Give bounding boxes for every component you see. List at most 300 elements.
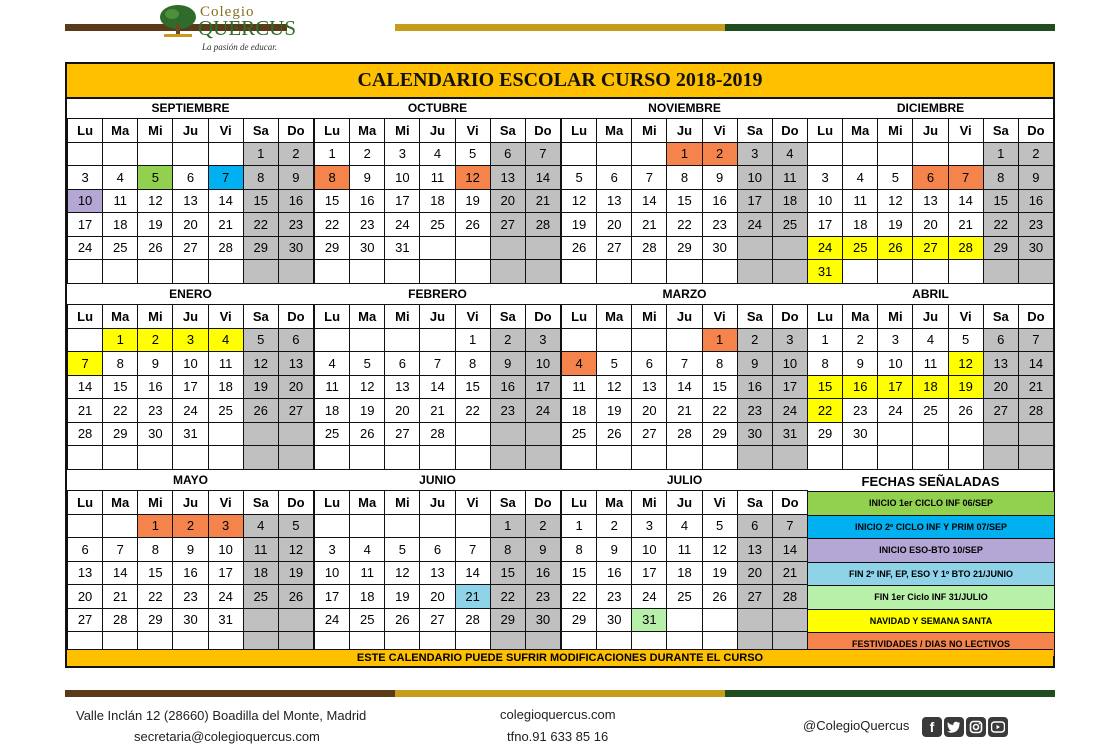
day-cell: 14 <box>667 375 702 399</box>
weekday-header: Mi <box>385 305 420 329</box>
weekday-header: Lu <box>315 119 350 143</box>
instagram-icon[interactable] <box>966 717 986 737</box>
weekday-header: Do <box>1018 305 1053 329</box>
week-row <box>68 260 314 284</box>
weekday-header: Ju <box>173 119 208 143</box>
day-cell: 24 <box>315 608 350 632</box>
day-cell: 9 <box>702 166 737 190</box>
day-cell: 1 <box>983 142 1018 166</box>
legend-item: INICIO 2º CICLO INF Y PRIM 07/SEP <box>807 516 1054 540</box>
weekday-header: Ju <box>420 305 455 329</box>
day-cell <box>667 260 702 284</box>
day-cell: 24 <box>878 399 913 423</box>
twitter-icon[interactable] <box>944 717 964 737</box>
weekday-header-row <box>68 491 314 515</box>
month-septiembre <box>67 99 314 284</box>
week-row <box>315 446 561 470</box>
day-cell: 3 <box>737 142 772 166</box>
week-row <box>808 446 1054 470</box>
day-cell <box>808 446 843 470</box>
day-cell: 24 <box>68 236 103 260</box>
day-cell: 24 <box>808 236 843 260</box>
weekday-header: Vi <box>208 119 243 143</box>
day-cell: 23 <box>1018 213 1053 237</box>
day-cell <box>455 446 490 470</box>
day-cell: 10 <box>808 189 843 213</box>
day-cell: 6 <box>173 166 208 190</box>
week-row <box>808 260 1054 284</box>
day-cell <box>597 260 632 284</box>
day-cell <box>525 236 560 260</box>
day-cell: 4 <box>243 514 278 538</box>
day-cell: 19 <box>455 189 490 213</box>
legend-items <box>807 492 1054 657</box>
month-mayo <box>67 471 314 656</box>
day-cell: 30 <box>138 422 173 446</box>
day-cell: 27 <box>737 585 772 609</box>
day-cell <box>525 422 560 446</box>
day-cell: 27 <box>983 399 1018 423</box>
month-octubre <box>314 99 561 284</box>
footer-website[interactable]: colegioquercus.com <box>500 707 616 722</box>
week-row <box>562 446 808 470</box>
oak-tree-icon <box>158 4 198 38</box>
week-row <box>315 538 561 562</box>
day-cell <box>597 142 632 166</box>
day-cell: 24 <box>772 399 807 423</box>
day-cell <box>632 260 667 284</box>
day-cell: 15 <box>702 375 737 399</box>
day-cell: 3 <box>385 142 420 166</box>
week-row <box>315 328 561 352</box>
day-cell: 19 <box>350 399 385 423</box>
day-cell: 8 <box>103 352 138 376</box>
day-cell: 18 <box>420 189 455 213</box>
week-row <box>68 142 314 166</box>
day-cell: 10 <box>208 538 243 562</box>
day-cell: 3 <box>68 166 103 190</box>
day-cell: 21 <box>1018 375 1053 399</box>
day-cell: 2 <box>138 328 173 352</box>
day-cell: 16 <box>702 189 737 213</box>
day-cell: 20 <box>913 213 948 237</box>
day-cell: 14 <box>525 166 560 190</box>
youtube-icon[interactable] <box>988 717 1008 737</box>
weekday-header: Lu <box>68 491 103 515</box>
logo-slogan: La pasión de educar. <box>202 42 277 52</box>
day-cell: 1 <box>138 514 173 538</box>
day-cell: 8 <box>315 166 350 190</box>
day-cell: 21 <box>420 399 455 423</box>
day-cell: 23 <box>737 399 772 423</box>
day-cell: 28 <box>667 422 702 446</box>
day-cell: 8 <box>562 538 597 562</box>
day-cell: 14 <box>455 561 490 585</box>
day-cell: 8 <box>490 538 525 562</box>
day-cell <box>350 260 385 284</box>
day-cell: 26 <box>948 399 983 423</box>
day-cell: 26 <box>455 213 490 237</box>
week-row <box>562 399 808 423</box>
weekday-header: Mi <box>878 305 913 329</box>
day-cell: 31 <box>772 422 807 446</box>
day-cell <box>667 608 702 632</box>
day-cell: 19 <box>385 585 420 609</box>
day-cell: 9 <box>138 352 173 376</box>
day-cell: 7 <box>632 166 667 190</box>
footer-phone: tfno.91 633 85 16 <box>507 729 609 744</box>
day-cell <box>68 514 103 538</box>
day-cell <box>702 446 737 470</box>
day-cell <box>278 422 313 446</box>
day-cell <box>68 446 103 470</box>
day-cell <box>455 260 490 284</box>
weekday-header: Sa <box>490 305 525 329</box>
day-cell: 11 <box>772 166 807 190</box>
day-cell: 23 <box>843 399 878 423</box>
legend-item: NAVIDAD Y SEMANA SANTA <box>807 610 1054 634</box>
day-cell: 6 <box>913 166 948 190</box>
day-cell: 2 <box>525 514 560 538</box>
weekday-header: Do <box>772 491 807 515</box>
day-cell: 4 <box>913 328 948 352</box>
day-cell: 7 <box>948 166 983 190</box>
week-row <box>562 142 808 166</box>
week-row <box>562 352 808 376</box>
day-cell: 16 <box>597 561 632 585</box>
weekday-header: Vi <box>208 491 243 515</box>
day-cell: 2 <box>278 142 313 166</box>
week-row <box>315 189 561 213</box>
weekday-header-row <box>315 305 561 329</box>
day-cell: 5 <box>385 538 420 562</box>
day-cell: 12 <box>702 538 737 562</box>
week-row <box>315 422 561 446</box>
day-cell: 18 <box>103 213 138 237</box>
day-cell <box>385 260 420 284</box>
day-cell: 27 <box>632 422 667 446</box>
day-cell <box>1018 446 1053 470</box>
month-table <box>314 118 561 284</box>
day-cell: 6 <box>632 352 667 376</box>
day-cell <box>772 260 807 284</box>
day-cell <box>420 514 455 538</box>
day-cell: 19 <box>562 213 597 237</box>
day-cell: 26 <box>702 585 737 609</box>
day-cell <box>562 142 597 166</box>
month-name: OCTUBRE <box>407 101 468 115</box>
day-cell <box>878 446 913 470</box>
day-cell: 17 <box>525 375 560 399</box>
day-cell: 8 <box>138 538 173 562</box>
day-cell: 26 <box>385 608 420 632</box>
day-cell: 29 <box>103 422 138 446</box>
day-cell: 26 <box>350 422 385 446</box>
week-row <box>315 561 561 585</box>
week-row <box>68 375 314 399</box>
day-cell: 9 <box>1018 166 1053 190</box>
week-row <box>68 399 314 423</box>
day-cell <box>455 236 490 260</box>
day-cell: 23 <box>490 399 525 423</box>
day-cell: 3 <box>208 514 243 538</box>
month-table <box>807 118 1054 284</box>
day-cell <box>243 422 278 446</box>
weekday-header: Do <box>772 305 807 329</box>
weekday-header: Ma <box>103 119 138 143</box>
day-cell <box>878 142 913 166</box>
month-table <box>67 118 314 284</box>
month-table <box>67 490 314 656</box>
week-row <box>68 166 314 190</box>
bottom-stripe <box>65 690 1055 697</box>
month-enero <box>67 285 314 470</box>
day-cell <box>948 260 983 284</box>
day-cell: 30 <box>702 236 737 260</box>
weekday-header-row <box>808 119 1054 143</box>
day-cell: 25 <box>208 399 243 423</box>
day-cell: 15 <box>315 189 350 213</box>
week-row <box>808 189 1054 213</box>
day-cell: 26 <box>878 236 913 260</box>
weekday-header: Sa <box>243 119 278 143</box>
day-cell: 27 <box>173 236 208 260</box>
day-cell: 29 <box>243 236 278 260</box>
weekday-header-row <box>562 119 808 143</box>
week-row <box>562 236 808 260</box>
week-row <box>808 375 1054 399</box>
day-cell: 23 <box>173 585 208 609</box>
modification-notice: ESTE CALENDARIO PUEDE SUFRIR MODIFICACIONES DURANTE EL CURSO <box>67 649 1053 666</box>
weekday-header: Vi <box>455 119 490 143</box>
footer-email[interactable]: secretaria@colegioquercus.com <box>134 729 320 744</box>
day-cell: 2 <box>597 514 632 538</box>
weekday-header: Lu <box>68 119 103 143</box>
day-cell: 18 <box>208 375 243 399</box>
day-cell: 15 <box>983 189 1018 213</box>
day-cell: 3 <box>772 328 807 352</box>
day-cell <box>667 446 702 470</box>
day-cell: 21 <box>632 213 667 237</box>
week-row <box>562 585 808 609</box>
day-cell: 10 <box>315 561 350 585</box>
week-row <box>808 422 1054 446</box>
day-cell: 10 <box>737 166 772 190</box>
day-cell: 19 <box>278 561 313 585</box>
day-cell: 14 <box>632 189 667 213</box>
day-cell: 23 <box>138 399 173 423</box>
month-junio <box>314 471 561 656</box>
day-cell <box>737 236 772 260</box>
day-cell: 23 <box>702 213 737 237</box>
day-cell: 25 <box>103 236 138 260</box>
day-cell: 20 <box>278 375 313 399</box>
month-febrero <box>314 285 561 470</box>
day-cell: 3 <box>315 538 350 562</box>
day-cell: 30 <box>737 422 772 446</box>
day-cell: 19 <box>597 399 632 423</box>
day-cell <box>243 608 278 632</box>
weekday-header-row <box>68 305 314 329</box>
day-cell: 8 <box>243 166 278 190</box>
day-cell <box>772 446 807 470</box>
day-cell: 10 <box>772 352 807 376</box>
day-cell: 11 <box>420 166 455 190</box>
weekday-header: Mi <box>385 119 420 143</box>
footer-handle: @ColegioQuercus <box>803 718 910 733</box>
week-row <box>562 213 808 237</box>
day-cell <box>420 446 455 470</box>
week-row <box>808 236 1054 260</box>
day-cell <box>490 260 525 284</box>
day-cell <box>913 422 948 446</box>
day-cell <box>385 514 420 538</box>
day-cell <box>948 142 983 166</box>
day-cell: 6 <box>420 538 455 562</box>
weekday-header: Do <box>772 119 807 143</box>
day-cell <box>983 422 1018 446</box>
day-cell: 17 <box>68 213 103 237</box>
week-row <box>68 236 314 260</box>
day-cell: 1 <box>455 328 490 352</box>
day-cell: 31 <box>808 260 843 284</box>
day-cell: 17 <box>208 561 243 585</box>
day-cell <box>243 446 278 470</box>
weekday-header: Ma <box>350 305 385 329</box>
day-cell <box>702 608 737 632</box>
day-cell: 11 <box>667 538 702 562</box>
day-cell <box>983 260 1018 284</box>
day-cell <box>420 260 455 284</box>
month-julio <box>561 471 808 656</box>
day-cell: 25 <box>562 422 597 446</box>
day-cell: 15 <box>667 189 702 213</box>
day-cell: 30 <box>597 608 632 632</box>
day-cell: 12 <box>562 189 597 213</box>
week-row <box>68 538 314 562</box>
day-cell: 15 <box>808 375 843 399</box>
day-cell <box>562 260 597 284</box>
day-cell: 16 <box>737 375 772 399</box>
day-cell: 13 <box>737 538 772 562</box>
week-row <box>562 189 808 213</box>
day-cell: 12 <box>878 189 913 213</box>
day-cell: 18 <box>562 399 597 423</box>
weekday-header: Mi <box>385 491 420 515</box>
day-cell: 30 <box>843 422 878 446</box>
day-cell: 7 <box>103 538 138 562</box>
day-cell: 29 <box>983 236 1018 260</box>
day-cell: 5 <box>243 328 278 352</box>
day-cell: 16 <box>525 561 560 585</box>
day-cell: 5 <box>562 166 597 190</box>
day-cell: 27 <box>597 236 632 260</box>
day-cell: 24 <box>737 213 772 237</box>
week-row <box>562 422 808 446</box>
day-cell: 6 <box>597 166 632 190</box>
month-diciembre <box>807 99 1054 284</box>
day-cell: 13 <box>278 352 313 376</box>
weekday-header: Do <box>525 491 560 515</box>
week-row <box>808 166 1054 190</box>
week-row <box>68 422 314 446</box>
day-cell: 14 <box>772 538 807 562</box>
day-cell <box>455 514 490 538</box>
day-cell: 11 <box>913 352 948 376</box>
day-cell: 19 <box>702 561 737 585</box>
day-cell: 10 <box>632 538 667 562</box>
day-cell: 23 <box>525 585 560 609</box>
school-logo <box>158 2 297 54</box>
day-cell: 5 <box>350 352 385 376</box>
day-cell <box>702 260 737 284</box>
day-cell: 13 <box>597 189 632 213</box>
weekday-header: Ma <box>103 491 138 515</box>
day-cell: 23 <box>597 585 632 609</box>
day-cell: 27 <box>913 236 948 260</box>
day-cell: 7 <box>525 142 560 166</box>
weekday-header: Vi <box>455 305 490 329</box>
weekday-header: Lu <box>68 305 103 329</box>
weekday-header: Ju <box>913 305 948 329</box>
day-cell: 15 <box>562 561 597 585</box>
day-cell: 12 <box>455 166 490 190</box>
day-cell: 25 <box>315 422 350 446</box>
day-cell <box>772 608 807 632</box>
day-cell: 1 <box>702 328 737 352</box>
day-cell: 5 <box>597 352 632 376</box>
weekday-header: Lu <box>315 491 350 515</box>
day-cell: 12 <box>138 189 173 213</box>
day-cell: 20 <box>420 585 455 609</box>
day-cell <box>632 328 667 352</box>
weekday-header: Vi <box>702 305 737 329</box>
day-cell <box>455 422 490 446</box>
day-cell: 20 <box>68 585 103 609</box>
day-cell: 16 <box>843 375 878 399</box>
day-cell: 3 <box>173 328 208 352</box>
day-cell: 22 <box>315 213 350 237</box>
month-name: MARZO <box>662 287 707 301</box>
day-cell <box>562 328 597 352</box>
day-cell <box>173 142 208 166</box>
weekday-header: Ma <box>350 119 385 143</box>
weekday-header: Sa <box>490 491 525 515</box>
day-cell: 20 <box>597 213 632 237</box>
day-cell: 31 <box>208 608 243 632</box>
day-cell: 29 <box>808 422 843 446</box>
day-cell <box>278 446 313 470</box>
weekday-header: Lu <box>808 119 843 143</box>
weekday-header: Ju <box>420 491 455 515</box>
day-cell: 15 <box>455 375 490 399</box>
weekday-header: Ju <box>667 119 702 143</box>
day-cell <box>315 328 350 352</box>
day-cell: 2 <box>1018 142 1053 166</box>
day-cell: 21 <box>455 585 490 609</box>
facebook-icon[interactable]: f <box>922 717 942 737</box>
day-cell: 22 <box>983 213 1018 237</box>
day-cell: 15 <box>138 561 173 585</box>
day-cell: 22 <box>455 399 490 423</box>
day-cell: 29 <box>667 236 702 260</box>
day-cell <box>103 446 138 470</box>
legend-title: FECHAS SEÑALADAS <box>807 471 1054 492</box>
weekday-header: Do <box>278 119 313 143</box>
week-row <box>562 260 808 284</box>
month-table <box>67 304 314 470</box>
day-cell: 12 <box>385 561 420 585</box>
